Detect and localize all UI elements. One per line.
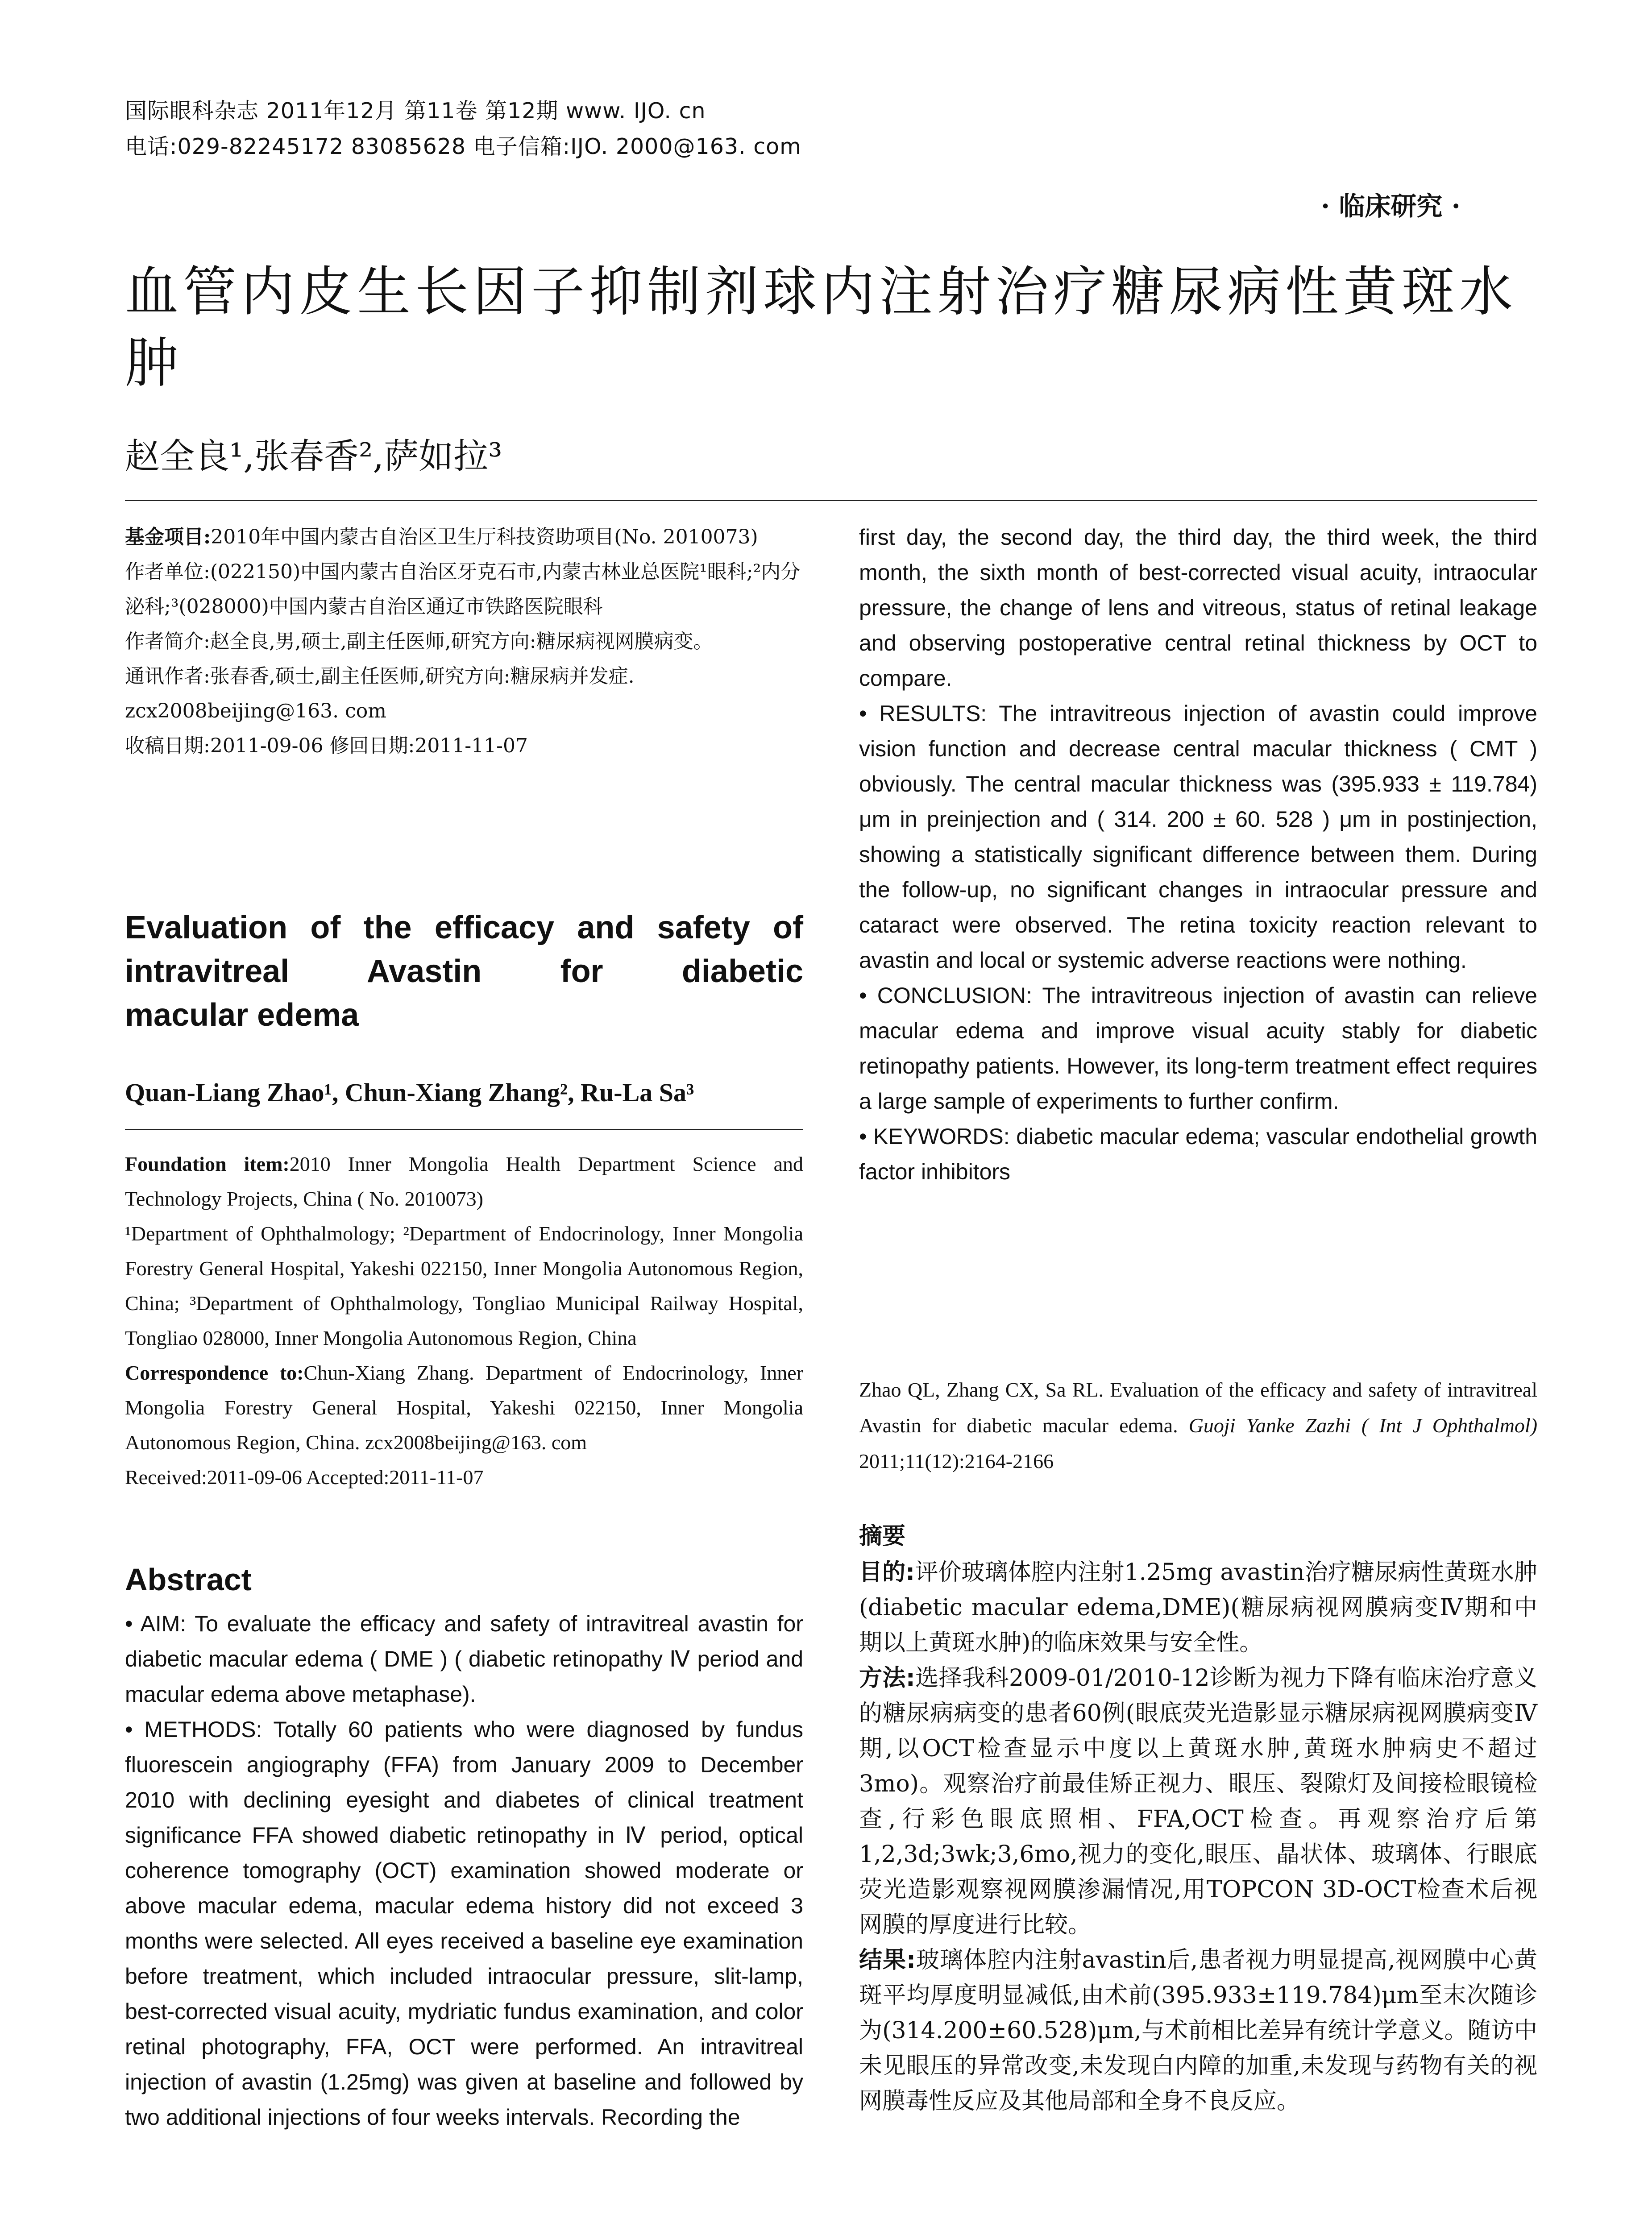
affiliations: ¹Department of Ophthalmology; ²Department of Endocrinology, Inner Mongolia Forestry General Hospital, Yakeshi 022150, Inner Mongolia Autonomous Region, China; ³Department of Ophthalmology, Tongliao Municipal Railway Hospital, Tongliao 028000, Inner Mongolia Autonomous Region, China — [125, 1222, 803, 1349]
abstract-keywords: • KEYWORDS: diabetic macular edema; vascular endothelial growth factor inhibitors — [859, 1124, 1537, 1184]
cn-methods-label: 方法: — [859, 1665, 915, 1692]
citation-journal: Guoji Yanke Zazhi ( Int J Ophthalmol) — [1188, 1414, 1538, 1437]
abstract-right-column — [859, 520, 1537, 1190]
cn-metadata — [125, 520, 803, 763]
journal-header-line1: 国际眼科杂志 2011年12月 第11卷 第12期 www. IJO. cn — [125, 98, 706, 124]
abstract-left-column — [125, 1606, 803, 2135]
english-title — [125, 906, 803, 1037]
received-dates-en: Received:2011-09-06 Accepted:2011-11-07 — [125, 1466, 484, 1489]
english-title-line: macular edema — [125, 997, 359, 1033]
section-tag: · 临床研究 · — [1321, 191, 1461, 221]
authors-divider — [125, 1129, 803, 1130]
citation — [859, 1372, 1537, 1479]
corresponding-author: 通讯作者:张春香,硕士,副主任医师,研究方向:糖尿病并发症. zcx2008beijing@163. com — [125, 665, 635, 722]
abstract-heading: Abstract — [125, 1562, 252, 1597]
citation-text: Zhao QL, Zhang CX, Sa RL. Evaluation of the efficacy and safety of intravitreal Avastin for diabetic macular edema. — [859, 1378, 1537, 1437]
english-title-line: intravitreal Avastin for diabetic — [125, 954, 803, 989]
abstract-methods: • METHODS: Totally 60 patients who were diagnosed by fundus fluorescein angiography (FFA) from January 2009 to December 2010 with declining eyesight and diabetes of clinical treatment significance FFA showed diabetic retinopathy in Ⅳ period, optical coherence tomography (OCT) examination showed moderate or above macular edema, macular edema history did not exceed 3 months were selected. All eyes received a baseline eye examination before treatment, which included intraocular pressure, slit-lamp, best-corrected visual acuity, mydriatic fundus examination, and color retinal photography, FFA, OCT were performed. An intravitreal injection of avastin (1.25mg) was given at baseline and followed by two additional injections of four weeks intervals. Recording the — [125, 1717, 803, 2130]
foundation-label: Foundation item: — [125, 1153, 290, 1175]
author-bio: 作者简介:赵全良,男,硕士,副主任医师,研究方向:糖尿病视网膜病变。 — [125, 630, 713, 653]
abstract-methods-continued: first day, the second day, the third day, the third week, the third month, the sixth month of best-corrected visual acuity, intraocular pressure, the change of lens and vitreous, status of retinal leakage and observing postoperative central retinal thickness by OCT to compare. — [859, 525, 1537, 691]
english-metadata — [125, 1147, 803, 1495]
english-title-line: Evaluation of the efficacy and safety of — [125, 910, 803, 945]
cn-results-text: 玻璃体腔内注射avastin后,患者视力明显提高,视网膜中心黄斑平均厚度明显减低,由术前(395.933±119.784)μm至末次随诊为(314.200±60.528)μm,与术前相比差异有统计学意义。随访中未见眼压的异常改变,未发现白内障的加重,未发现与药物有关的视网膜毒性反应及其他局部和全身不良反应。 — [859, 1947, 1537, 2115]
abstract-results: • RESULTS: The intravitreous injection of avastin could improve vision function and decrease central macular thickness ( CMT ) obviously. The central macular thickness was (395.933 ± 119.784) μm in preinjection and ( 314. 200 ± 60. 528 ) μm in postinjection, showing a statistically significant difference between them. During the follow-up, no significant changes in intraocular pressure and cataract were observed. The retina toxicity reaction relevant to avastin and local or systemic adverse reactions were nothing. — [859, 701, 1537, 973]
cn-abstract-heading: 摘要 — [859, 1523, 906, 1550]
fund-label: 基金项目: — [125, 526, 211, 548]
author-unit: 作者单位:(022150)中国内蒙古自治区牙克石市,内蒙古林业总医院¹眼科;²内分泌科;³(028000)中国内蒙古自治区通辽市铁路医院眼科 — [125, 560, 801, 618]
title-divider — [125, 500, 1537, 501]
foundation-text: 2010 Inner Mongolia Health Department Science and Technology Projects, China ( No. 2010073) — [125, 1153, 804, 1210]
cn-aim-label: 目的: — [859, 1559, 915, 1586]
authors-cn: 赵全良¹,张春香²,萨如拉³ — [125, 436, 502, 477]
citation-tail: 2011;11(12):2164-2166 — [859, 1450, 1054, 1472]
abstract-aim: • AIM: To evaluate the efficacy and safety of intravitreal avastin for diabetic macular edema ( DME ) ( diabetic retinopathy Ⅳ period and macular edema above metaphase). — [125, 1611, 803, 1707]
cn-abstract-body — [859, 1555, 1537, 2119]
cn-results-label: 结果: — [859, 1947, 916, 1974]
correspondence-label: Correspondence to: — [125, 1361, 304, 1384]
cn-aim-text: 评价玻璃体腔内注射1.25mg avastin治疗糖尿病性黄斑水肿(diabetic macular edema,DME)(糖尿病视网膜病变Ⅳ期和中期以上黄斑水肿)的临床效果与安全性。 — [859, 1559, 1537, 1656]
title-cn: 血管内皮生长因子抑制剂球内注射治疗糖尿病性黄斑水肿 — [125, 261, 1517, 394]
fund-text: 2010年中国内蒙古自治区卫生厅科技资助项目(No. 2010073) — [211, 526, 758, 548]
journal-header-line2: 电话:029-82245172 83085628 电子信箱:IJO. 2000@163. com — [125, 134, 801, 159]
abstract-conclusion: • CONCLUSION: The intravitreous injection of avastin can relieve macular edema and improve visual acuity stably for diabetic retinopathy patients. However, its long-term treatment effect requires a large sample of experiments to further confirm. — [859, 983, 1537, 1114]
correspondence-text: Chun-Xiang Zhang. Department of Endocrinology, Inner Mongolia Forestry General Hospital, Yakeshi 022150, Inner Mongolia Autonomous Region, China. zcx2008beijing@163. com — [125, 1361, 804, 1454]
english-authors: Quan-Liang Zhao¹, Chun-Xiang Zhang², Ru-La Sa³ — [125, 1078, 694, 1107]
received-dates-cn: 收稿日期:2011-09-06 修回日期:2011-11-07 — [125, 734, 528, 757]
cn-methods-text: 选择我科2009-01/2010-12诊断为视力下降有临床治疗意义的糖尿病病变的患者60例(眼底荧光造影显示糖尿病视网膜病变Ⅳ期,以OCT检查显示中度以上黄斑水肿,黄斑水肿病史不超过3mo)。观察治疗前最佳矫正视力、眼压、裂隙灯及间接检眼镜检查,行彩色眼底照相、FFA,OCT检查。再观察治疗后第1,2,3d;3wk;3,6mo,视力的变化,眼压、晶状体、玻璃体、行眼底荧光造影观察视网膜渗漏情况,用TOPCON 3D-OCT检查术后视网膜的厚度进行比较。 — [859, 1665, 1537, 1938]
